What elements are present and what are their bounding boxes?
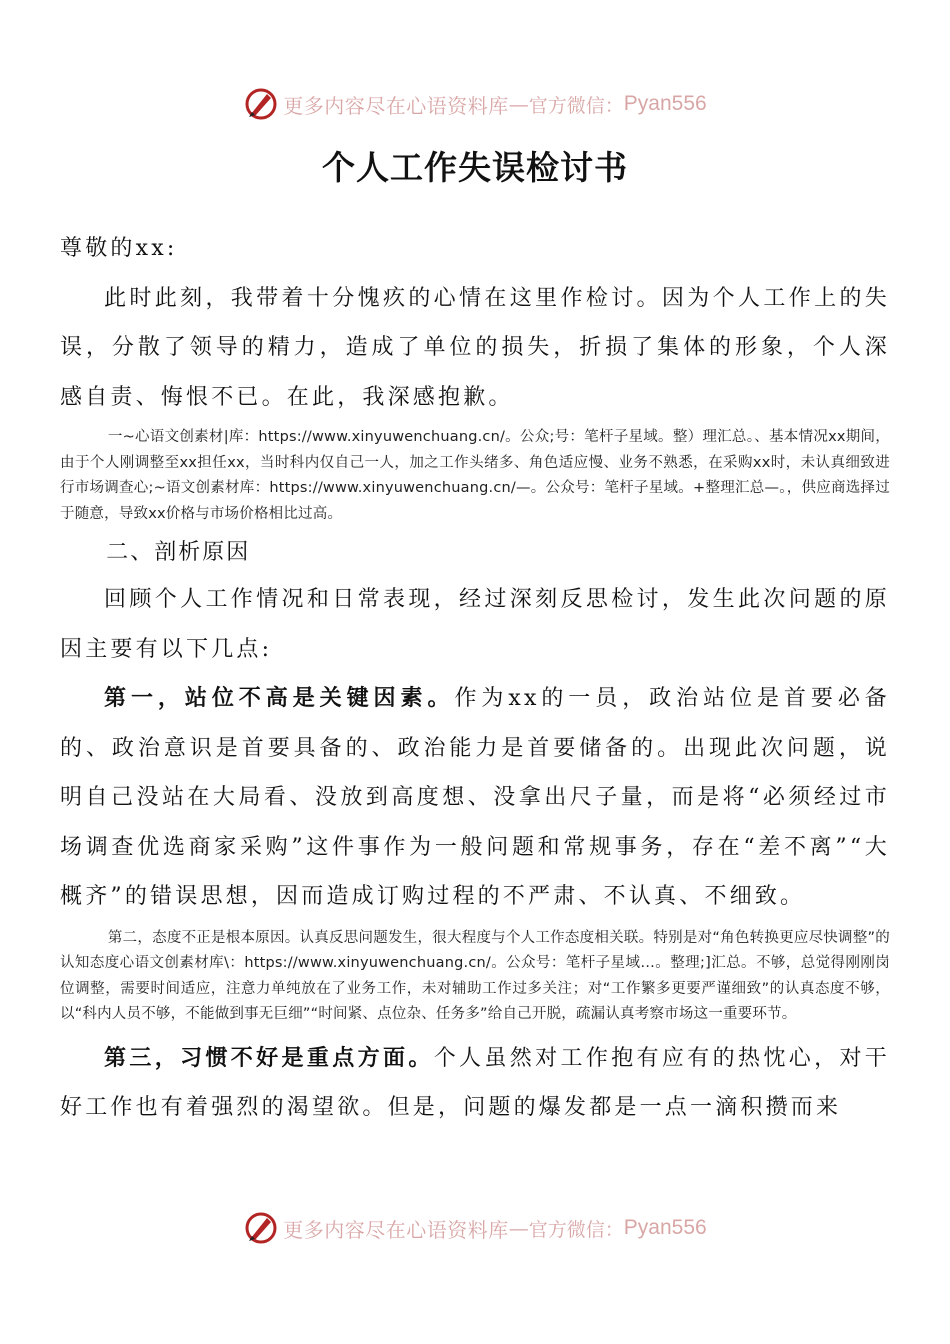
paragraph-first-cause bbox=[60, 674, 890, 922]
banner-wechat-label: 官方微信： bbox=[528, 1218, 624, 1241]
first-cause-lead: 第一，站位不高是关键因素。 bbox=[104, 685, 455, 711]
banner-brand-text: 更多内容尽在心语资料库 bbox=[283, 93, 509, 118]
paragraph-review: 回顾个人工作情况和日常表现，经过深刻反思检讨，发生此次问题的原因主要有以下几点: bbox=[60, 587, 890, 662]
paragraph-third-cause bbox=[60, 1034, 890, 1133]
first-cause-text: 作为xx的一员，政治站位是首要必备的、政治意识是首要具备的、政治能力是首要储备的。出现此次问题，说明自己没站在大局看、没放到高度想、没拿出尺子量，而是将“必须经过市场调查优选商家采购”这件事作为一般问题和常规事务，存在“差不离”“大概齐”的错误思想，因而造成订购过程的不严肃、不认真、不细致。 bbox=[60, 686, 890, 909]
document-body bbox=[60, 224, 890, 1133]
paragraph-second-cause: 第二，态度不正是根本原因。认真反思问题发生，很大程度与个人工作态度相关联。特别是对“角色转换更应尽快调整”的认知态度心语文创素材库\：https://www.xinyuwenchuang.cn/。公众号：笔杆子星域…。整理;]汇总。不够，总觉得刚刚岗位调整，需要时间适应，注意力单纯放在了业务工作，未对辅助工作过多关注；对“工作繁多更要严谨细致”的认真态度不够，以“科内人员不够，不能做到事无巨细”“时间紧、点位杂、任务多”给自己开脱，疏漏认真考察市场这一重要环节。 bbox=[60, 929, 890, 1022]
salutation: 尊敬的xx: bbox=[60, 236, 178, 261]
banner-wechat-id: Pyan556 bbox=[623, 1216, 707, 1239]
banner-dash: — bbox=[508, 1216, 529, 1240]
footer-banner bbox=[0, 1208, 950, 1248]
document-title: 个人工作失误检讨书 bbox=[322, 148, 628, 187]
header-banner bbox=[0, 84, 950, 124]
banner-wechat-label: 官方微信： bbox=[528, 94, 624, 117]
banner-dash: — bbox=[508, 92, 529, 116]
pen-logo-icon bbox=[243, 1210, 279, 1246]
section-heading-causes: 二、剖析原因 bbox=[106, 540, 251, 565]
banner-wechat-id: Pyan556 bbox=[623, 92, 707, 115]
third-cause-text: 个人虽然对工作抱有应有的热忱心，对干好工作也有着强烈的渴望欲。但是，问题的爆发都是一点一滴积攒而来 bbox=[60, 1045, 890, 1120]
paragraph-basic-situation: 一~心语文创素材|库：https://www.xinyuwenchuang.cn/。公众;号：笔杆子星域。整）理汇总。、基本情况xx期间，由于个人刚调整至xx担任xx，当时科内仅自己一人，加之工作头绪多、角色适应慢、业务不熟悉，在采购xx时，未认真细致进行市场调查心;~语文创素材库：https://www.xinyuwenchuang.cn/—。公众号：笔杆子星域。+整理汇总—。，供应商选择过于随意，导致xx价格与市场价格相比过高。 bbox=[60, 429, 890, 522]
paragraph-intro: 此时此刻，我带着十分愧疚的心情在这里作检讨。因为个人工作上的失误，分散了领导的精力，造成了单位的损失，折损了集体的形象，个人深感自责、悔恨不已。在此，我深感抱歉。 bbox=[60, 285, 890, 410]
banner-brand-text: 更多内容尽在心语资料库 bbox=[283, 1217, 509, 1242]
pen-logo-icon bbox=[243, 86, 279, 122]
third-cause-lead: 第三，习惯不好是重点方面。 bbox=[104, 1044, 434, 1071]
